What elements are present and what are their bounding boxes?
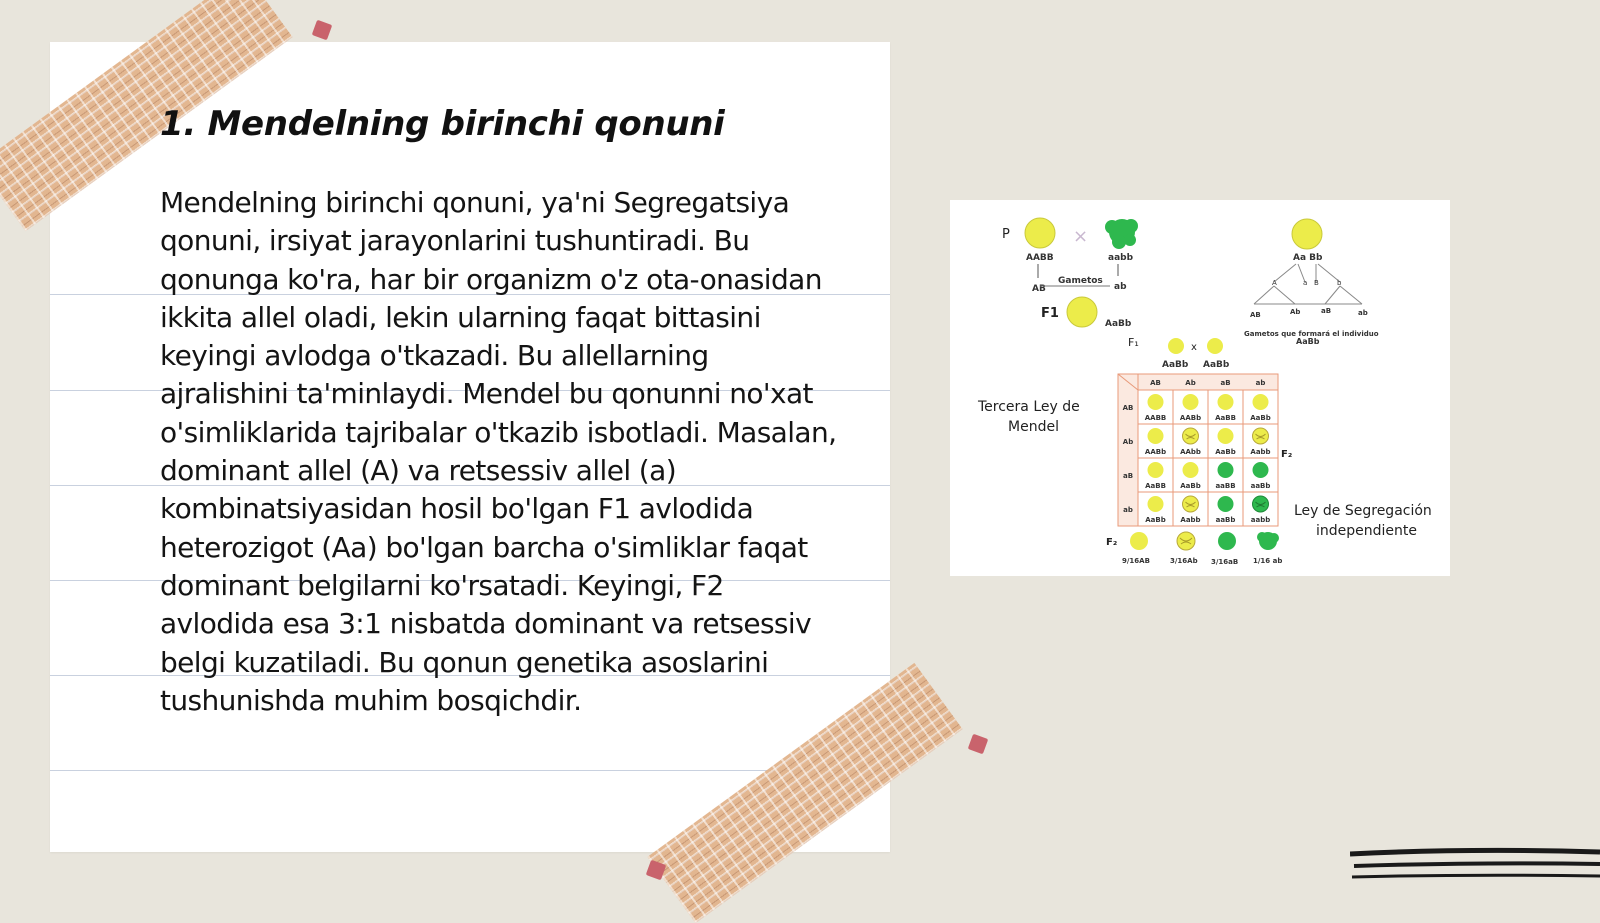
round-pea-icon (1148, 394, 1164, 410)
branch-gamete: AB (1250, 311, 1261, 319)
round-pea-icon (1218, 496, 1234, 512)
ratio-label: 1/16 ab (1253, 557, 1283, 565)
punnett-cell-genotype: aabb (1250, 516, 1271, 524)
punnett-cell-genotype: AaBB (1215, 414, 1236, 422)
round-pea-icon (1183, 462, 1199, 478)
round-pea-icon (1218, 394, 1234, 410)
branch-letter: a (1303, 279, 1308, 287)
punnett-cell-genotype: Aabb (1180, 516, 1201, 524)
punnett-row-header: ab (1123, 506, 1133, 514)
cross-diagram (950, 200, 1450, 576)
punnett-cell-genotype: AAbb (1180, 448, 1201, 456)
individual-genotype: Aa Bb (1293, 253, 1323, 263)
f2-side-label: F₂ (1281, 449, 1293, 460)
gamete2: ab (1114, 282, 1127, 292)
punnett-col-header: AB (1150, 379, 1161, 387)
punnett-row-header: aB (1122, 472, 1134, 480)
gametes-caption-genotype: AaBb (1296, 337, 1320, 346)
gamete-branches (1254, 264, 1362, 304)
ratio-label: 9/16AB (1122, 557, 1150, 565)
ley-segregacion-line2: independiente (1316, 523, 1418, 539)
f1-small-label: F₁ (1128, 336, 1139, 349)
f2-label: F₂ (1106, 537, 1118, 548)
punnett-header-row (1118, 374, 1278, 390)
punnett-cell-genotype: AABb (1144, 448, 1167, 456)
round-pea-icon (1183, 394, 1199, 410)
punnett-cell-genotype: AABb (1179, 414, 1202, 422)
mendel-dihybrid-cross-figure (950, 200, 1450, 576)
punnett-cell-genotype: AaBb (1145, 516, 1166, 524)
punnett-col-header: aB (1220, 379, 1231, 387)
round-pea-icon (1218, 428, 1234, 444)
brush-stroke (1350, 850, 1600, 854)
parent1-genotype: AABB (1026, 253, 1054, 263)
decorative-brush-lines (1350, 846, 1600, 886)
round-pea-icon (1253, 462, 1269, 478)
punnett-cell-genotype: AaBb (1215, 448, 1236, 456)
ratio-green-round-icon (1218, 532, 1236, 550)
f1-right-pea-icon (1207, 338, 1223, 354)
f1-genotype: AaBb (1105, 319, 1132, 329)
punnett-row-header: Ab (1122, 438, 1134, 446)
gamete1: AB (1032, 284, 1046, 294)
branch-gamete: aB (1321, 307, 1332, 315)
punnett-cell-genotype: AaBb (1180, 482, 1201, 490)
round-pea-icon (1148, 462, 1164, 478)
slide-body-text: Mendelning birinchi qonuni, ya'ni Segregatsiya qonuni, irsiyat jarayonlarini tushuntiradi. Bu qonunga ko'ra, har bir organizm o'z ota-onasidan ikkita allel oladi, lekin ularning faqat bittasini keyingi avlodga o'tkazadi. Bu allellarning ajralishini ta'minlaydi. Mendel bu qonunni no'xat o'simliklarida tajribalar o'tkazib isbotladi. Masalan, dominant allel (A) va retsessiv allel (a) kombinatsiyasidan hosil bo'lgan F1 avlodida heterozigot (Aa) bo'lgan barcha o'simliklar faqat dominant belgilarni ko'rsatadi. Keyingi, F2 avlodida esa 3:1 nisbatda dominant va retsessiv belgi kuzatiladi. Bu qonun genetika asoslarini tushunishda muhim bosqichdir. (160, 186, 837, 717)
tercera-ley-line1: Tercera Ley de (978, 399, 1080, 415)
f1-cross-x: x (1191, 342, 1197, 353)
individual-pea-icon (1292, 219, 1322, 249)
punnett-cell-genotype: AABB (1144, 414, 1167, 422)
parent2-wrinkled-pea-icon (1105, 219, 1138, 249)
f1-cross-left-genotype: AaBb (1162, 360, 1189, 370)
punnett-col-header: Ab (1185, 379, 1196, 387)
punnett-square (1118, 374, 1278, 526)
ratio-green-wrinkled-icon (1257, 532, 1279, 550)
ratio-yellow-wrinkled-icon (1177, 532, 1195, 550)
ratio-label: 3/16aB (1211, 558, 1239, 566)
punnett-cell-genotype: aaBB (1215, 482, 1236, 490)
ratio-label: 3/16Ab (1170, 557, 1198, 565)
ley-segregacion-line1: Ley de Segregación (1294, 503, 1432, 519)
brush-stroke (1352, 875, 1600, 877)
slide-title: 1. Mendelning birinchi qonuni (160, 104, 725, 144)
punnett-cell-genotype: aaBb (1250, 482, 1271, 490)
branch-letter: A (1272, 279, 1277, 287)
round-pea-icon (1253, 394, 1269, 410)
punnett-col-header: ab (1255, 379, 1266, 387)
parent1-pea-icon (1025, 218, 1055, 248)
branch-letter: b (1337, 279, 1342, 287)
round-pea-icon (1218, 462, 1234, 478)
brush-stroke (1354, 863, 1600, 866)
punnett-header-col (1118, 374, 1138, 526)
punnett-cell-genotype: AaBb (1250, 414, 1271, 422)
cross-symbol: × (1073, 226, 1089, 247)
punnett-row-header: AB (1122, 404, 1134, 412)
parent2-genotype: aabb (1108, 253, 1134, 263)
punnett-cell-genotype: Aabb (1250, 448, 1271, 456)
branch-letter: B (1314, 279, 1319, 287)
gametes-caption: Gametos que formará el individuo (1244, 330, 1379, 338)
branch-gamete: Ab (1290, 308, 1301, 316)
round-pea-icon (1148, 496, 1164, 512)
ratio-yellow-round-icon (1130, 532, 1148, 550)
gametes-label: Gametos (1058, 276, 1103, 286)
branch-gamete: ab (1358, 309, 1368, 317)
f1-pea-icon (1067, 297, 1097, 327)
round-pea-icon (1148, 428, 1164, 444)
punnett-cell-genotype: aaBb (1215, 516, 1236, 524)
tercera-ley-line2: Mendel (1008, 419, 1059, 435)
punnett-cell-genotype: AaBB (1145, 482, 1166, 490)
f1-left-pea-icon (1168, 338, 1184, 354)
p-label: P (1002, 227, 1010, 242)
f1-cross-right-genotype: AaBb (1203, 360, 1230, 370)
tape-tab (968, 734, 989, 755)
f1-label: F1 (1041, 306, 1059, 321)
tape-tab (312, 20, 333, 41)
